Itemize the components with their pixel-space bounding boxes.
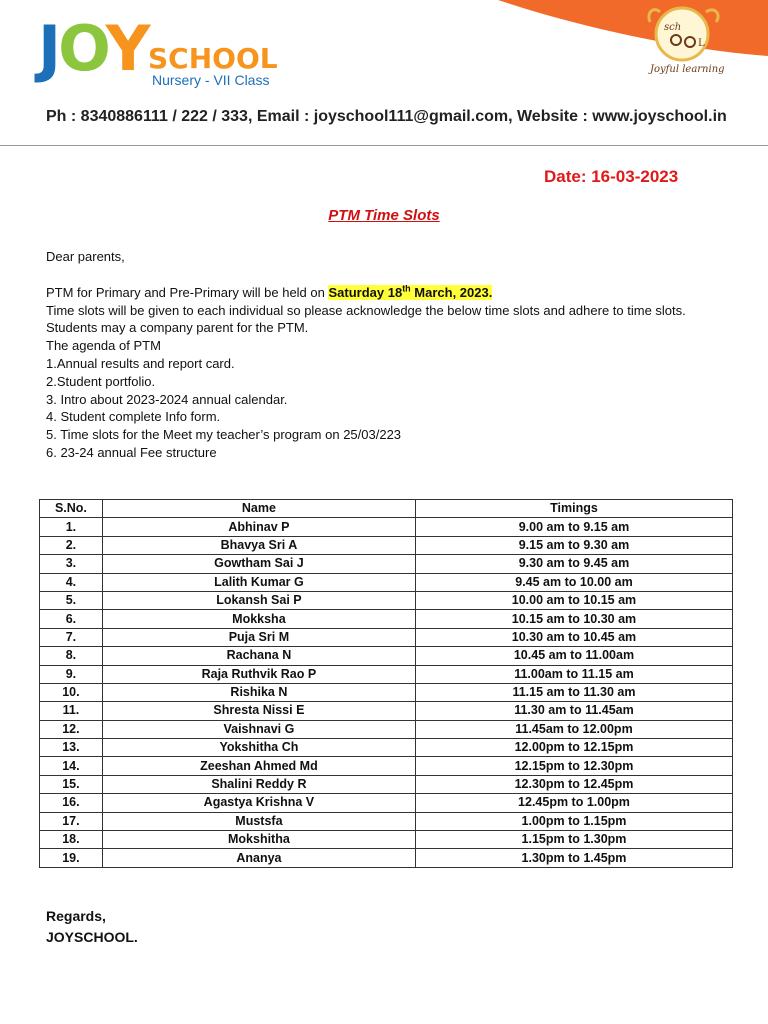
- cell-sno: 17.: [40, 812, 103, 830]
- cell-sno: 10.: [40, 683, 103, 701]
- cell-timing: 1.30pm to 1.45pm: [415, 849, 732, 867]
- table-row: [40, 683, 733, 701]
- cell-name: Zeeshan Ahmed Md: [102, 757, 415, 775]
- cell-timing: 9.45 am to 10.00 am: [415, 573, 732, 591]
- agenda-item: 2.Student portfolio.: [46, 373, 156, 389]
- cell-timing: 1.15pm to 1.30pm: [415, 831, 732, 849]
- cell-timing: 12.15pm to 12.30pm: [415, 757, 732, 775]
- cell-name: Vaishnavi G: [102, 720, 415, 738]
- cell-sno: 8.: [40, 647, 103, 665]
- cell-name: Abhinav P: [102, 518, 415, 536]
- company-parent-line: Students may a company parent for the PTM.: [46, 320, 309, 336]
- signature-text: JOYSCHOOL.: [46, 929, 138, 945]
- cell-sno: 11.: [40, 702, 103, 720]
- table-row: [40, 775, 733, 793]
- cell-timing: 10.45 am to 11.00am: [415, 647, 732, 665]
- cell-name: Shresta Nissi E: [102, 702, 415, 720]
- notice-title: PTM Time Slots: [328, 207, 440, 224]
- agenda-item: 5. Time slots for the Meet my teacher’s program on 25/03/223: [46, 427, 402, 443]
- agenda-item: 3. Intro about 2023-2024 annual calendar.: [46, 391, 288, 407]
- cell-timing: 1.00pm to 1.15pm: [415, 812, 732, 830]
- agenda-item: 1.Annual results and report card.: [46, 355, 235, 371]
- cell-timing: 11.45am to 12.00pm: [415, 720, 732, 738]
- header-name: Name: [102, 500, 415, 518]
- cell-name: Raja Ruthvik Rao P: [102, 665, 415, 683]
- ptm-date-highlight: Saturday 18th March, 2023.: [328, 283, 493, 300]
- table-row: [40, 518, 733, 536]
- cell-sno: 3.: [40, 555, 103, 573]
- header-timings: Timings: [415, 500, 732, 518]
- cell-timing: 11.15 am to 11.30 am: [415, 683, 732, 701]
- table-row: [40, 720, 733, 738]
- table-row: [40, 610, 733, 628]
- cell-name: Mustsfa: [102, 812, 415, 830]
- regards-text: Regards,: [46, 908, 106, 924]
- table-row: [40, 591, 733, 609]
- cell-name: Yokshitha Ch: [102, 739, 415, 757]
- cell-sno: 9.: [40, 665, 103, 683]
- logo-joy-letters: JOY: [38, 12, 148, 85]
- time-slots-line: Time slots will be given to each individual so please acknowledge the below time slots and adhere to time slots.: [46, 302, 686, 318]
- letterhead: [0, 0, 768, 140]
- table-row: [40, 794, 733, 812]
- cell-sno: 15.: [40, 775, 103, 793]
- cell-timing: 11.30 am to 11.45am: [415, 702, 732, 720]
- table-row: [40, 812, 733, 830]
- contact-line: Ph : 8340886111 / 222 / 333, Email : joyschool111@gmail.com, Website : www.joyschool.in: [46, 108, 727, 125]
- emblem-graphic-icon: [636, 4, 728, 66]
- table-row: [40, 665, 733, 683]
- cell-sno: 7.: [40, 628, 103, 646]
- cell-sno: 13.: [40, 739, 103, 757]
- table-row: [40, 647, 733, 665]
- cell-timing: 12.45pm to 1.00pm: [415, 794, 732, 812]
- school-emblem-logo: [636, 4, 728, 78]
- greeting: Dear parents,: [46, 249, 125, 264]
- agenda-item: 6. 23-24 annual Fee structure: [46, 444, 217, 460]
- cell-name: Gowtham Sai J: [102, 555, 415, 573]
- cell-timing: 11.00am to 11.15 am: [415, 665, 732, 683]
- table-row: [40, 573, 733, 591]
- cell-timing: 10.30 am to 10.45 am: [415, 628, 732, 646]
- cell-name: Mokksha: [102, 610, 415, 628]
- table-row: [40, 831, 733, 849]
- cell-sno: 14.: [40, 757, 103, 775]
- cell-name: Ananya: [102, 849, 415, 867]
- cell-sno: 18.: [40, 831, 103, 849]
- cell-name: Rachana N: [102, 647, 415, 665]
- cell-sno: 4.: [40, 573, 103, 591]
- cell-timing: 12.30pm to 12.45pm: [415, 775, 732, 793]
- notice-date: Date: 16-03-2023: [544, 167, 679, 186]
- cell-name: Lokansh Sai P: [102, 591, 415, 609]
- cell-sno: 6.: [40, 610, 103, 628]
- cell-name: Mokshitha: [102, 831, 415, 849]
- table-row: [40, 702, 733, 720]
- cell-timing: 9.15 am to 9.30 am: [415, 536, 732, 554]
- cell-name: Agastya Krishna V: [102, 794, 415, 812]
- cell-name: Rishika N: [102, 683, 415, 701]
- table-row: [40, 757, 733, 775]
- table-header-row: [40, 500, 733, 518]
- agenda-item: 4. Student complete Info form.: [46, 409, 221, 425]
- table-row: [40, 739, 733, 757]
- cell-sno: 1.: [40, 518, 103, 536]
- logo-school-word: SCHOOL: [148, 42, 278, 75]
- header-sno: S.No.: [40, 500, 103, 518]
- table-row: [40, 555, 733, 573]
- notice-body: [46, 248, 726, 462]
- cell-sno: 16.: [40, 794, 103, 812]
- cell-name: Lalith Kumar G: [102, 573, 415, 591]
- cell-timing: 9.00 am to 9.15 am: [415, 518, 732, 536]
- cell-sno: 12.: [40, 720, 103, 738]
- time-slots-table: [39, 499, 733, 868]
- cell-sno: 5.: [40, 591, 103, 609]
- cell-timing: 10.15 am to 10.30 am: [415, 610, 732, 628]
- ptm-date-line: PTM for Primary and Pre-Primary will be held on Saturday 18th March, 2023.: [46, 283, 493, 300]
- agenda-heading: The agenda of PTM: [46, 338, 161, 354]
- cell-name: Puja Sri M: [102, 628, 415, 646]
- cell-timing: 9.30 am to 9.45 am: [415, 555, 732, 573]
- table-row: [40, 628, 733, 646]
- cell-name: Bhavya Sri A: [102, 536, 415, 554]
- cell-timing: 10.00 am to 10.15 am: [415, 591, 732, 609]
- cell-sno: 19.: [40, 849, 103, 867]
- closing: [46, 906, 138, 948]
- logo-subtitle: Nursery - VII Class: [152, 72, 270, 88]
- emblem-tagline: Joyful learning: [650, 64, 725, 75]
- table-row: [40, 849, 733, 867]
- cell-timing: 12.00pm to 12.15pm: [415, 739, 732, 757]
- header-divider: [0, 145, 768, 146]
- svg-text:L: L: [698, 38, 705, 49]
- table-row: [40, 536, 733, 554]
- svg-text:sch: sch: [664, 22, 682, 33]
- cell-sno: 2.: [40, 536, 103, 554]
- cell-name: Shalini Reddy R: [102, 775, 415, 793]
